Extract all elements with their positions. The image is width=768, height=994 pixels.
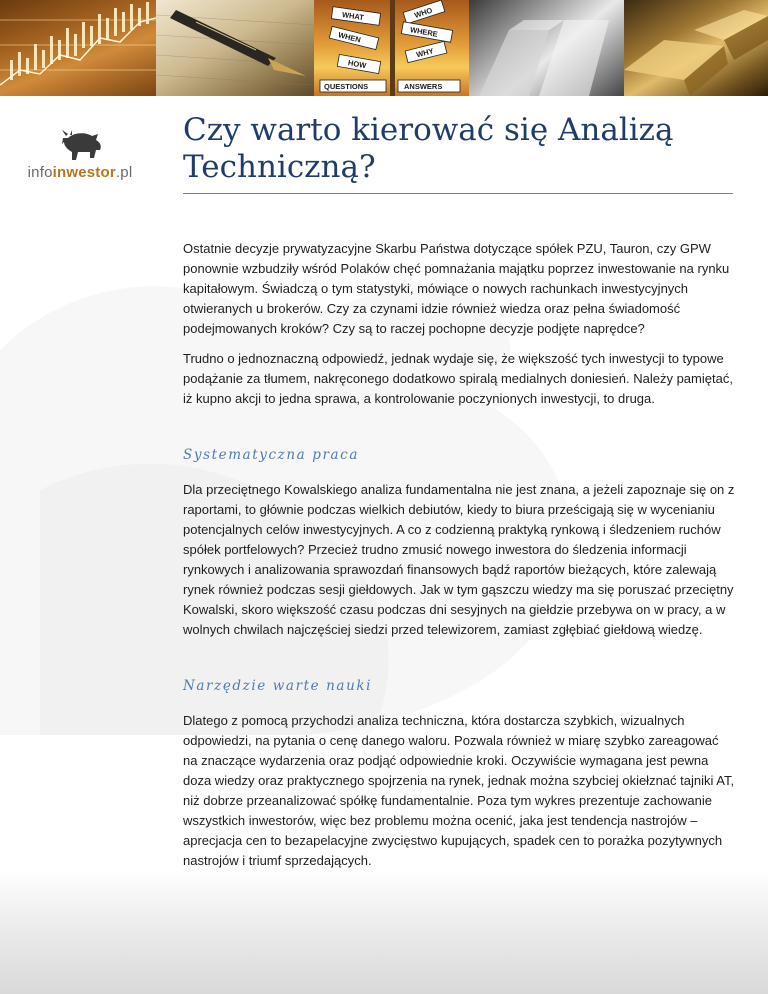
site-logo[interactable]	[20, 128, 140, 190]
fountain-pen-image	[156, 0, 314, 96]
sign-questions: QUESTIONS	[324, 82, 369, 91]
logo-prefix: info	[27, 164, 53, 181]
logo-brand: inwestor	[52, 164, 116, 181]
logo-text	[20, 164, 140, 181]
article-body	[183, 239, 735, 871]
bottom-gradient	[0, 870, 768, 994]
sign-what: WHAT	[341, 10, 365, 23]
page-title	[183, 112, 743, 186]
section-heading-narzedzie-warte-nauki: Narzędzie warte nauki	[183, 678, 373, 694]
bull-icon	[20, 128, 140, 162]
intro-paragraph-1: Ostatnie decyzje prywatyzacyjne Skarbu Państwa dotyczące spółek PZU, Tauron, czy GPW ponownie wzbudziły wśród Polaków chęć pomnażania majątku poprzez inwestowanie na rynku kapitałowym. Świadczą o tym statystyki, mówiące o nowych rachunkach inwestycyjnych otwieranych u brokerów. Czy za czynami idzie również wiedza oraz pełna świadomość podejmowanych kroków? Czy są to raczej pochopne decyzje podjęte naprędce?	[183, 241, 730, 336]
title-line-2: Techniczną?	[183, 149, 376, 185]
title-line-1: Czy warto kierować się Analizą	[183, 112, 674, 148]
header-banner	[0, 0, 768, 96]
section-paragraph-1: Dla przeciętnego Kowalskiego analiza fundamentalna nie jest znana, a jeżeli zapoznaje się on z raportami, to głównie podczas wielkich debiutów, kiedy to biura prześcigają się w wycenianiu potencjalnych celów inwestycyjnych. A co z codzienną praktyką rynkową i śledzeniem ruchów spółek portfelowych? Przecież trudno zmusić nowego inwestora do śledzenia informacji rynkowych i analizowania sprawozdań finansowych bądź raportów bieżących, które zalewają rynek również podczas sesji giełdowych. Jak w tym gąszczu wiedzy ma się poruszać przeciętny Kowalski, skoro większość czasu podczas dni sesyjnych na giełdzie przebywa on w pracy, a w wolnych chwilach najczęściej siedzi przed telewizorem, zamiast zgłębiać giełdową wiedzę.	[183, 482, 735, 637]
section-paragraph-2: Dlatego z pomocą przychodzi analiza techniczna, która dostarcza szybkich, wizualnych odpowiedzi, na pytania o cenę danego waloru. Pozwala również w miarę szybko zareagować na znaczące wydarzenia oraz podjąć odpowiednie kroki. Oczywiście wymagana jest pewna doza wiedzy oraz praktycznego spojrzenia na rynek, jednak można szybciej okiełznać tajniki AT, niż dobrze przeanalizować spółkę fundamentalnie. Poza tym wykres prezentuje zachowanie wszystkich inwestorów, więc bez problemu można ocenić, jaka jest tendencja nastrojów – aprecjacja cen to bezapelacyjne zwycięstwo kupujących, spadek cen to porażka pozytywnych nastrojów i triumf sprzedających.	[183, 713, 735, 868]
chrome-bars-image	[469, 0, 624, 96]
sign-how: HOW	[347, 58, 367, 71]
sign-when: WHEN	[337, 30, 362, 45]
title-divider	[183, 193, 733, 194]
stock-chart-image	[0, 0, 156, 96]
sign-where: WHERE	[409, 25, 439, 39]
logo-suffix: .pl	[115, 164, 133, 181]
sign-answers: ANSWERS	[404, 82, 443, 91]
signpost-image	[314, 0, 469, 96]
intro-paragraph-2: Trudno o jednoznaczną odpowiedź, jednak wydaje się, że większość tych inwestycji to typowe podążanie za tłumem, nakręconego dodatkowo spiralą medialnych doniesień. Należy pamiętać, iż kupno akcji to jedna sprawa, a kontrolowanie poczynionych inwestycji, to druga.	[183, 351, 733, 406]
section-heading-systematyczna-praca: Systematyczna praca	[183, 447, 359, 463]
gold-bars-image	[624, 0, 768, 96]
sign-why: WHY	[415, 46, 435, 60]
sign-who: WHO	[413, 5, 434, 20]
